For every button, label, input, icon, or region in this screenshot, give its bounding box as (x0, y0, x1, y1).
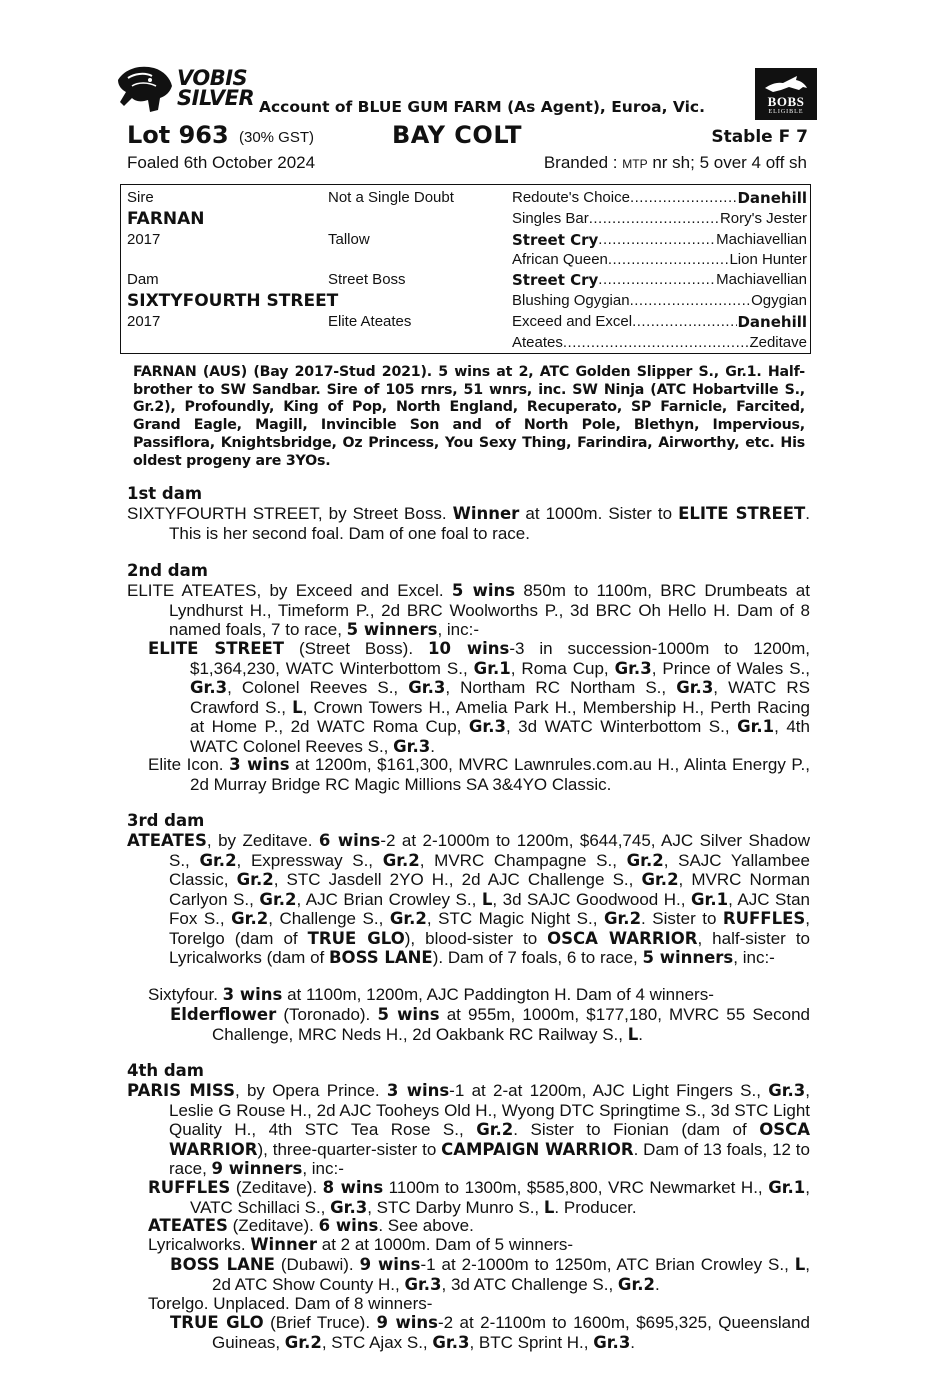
bold-run: 3 wins (386, 1081, 450, 1100)
text-run: at 2 at 1000m. Dam of 5 winners- (317, 1235, 574, 1254)
grandparent-sire: Machiavellian (716, 271, 807, 288)
text-run: 1100m to 1300m, $585,800, VRC Newmarket H., (383, 1178, 769, 1197)
text-run: -3 in succession-1000m to 1200m, $1,364,230, WATC Winterbottom S., (190, 639, 810, 678)
text-run: , Northam RC Northam S., (445, 678, 677, 697)
bold-run: Gr.3 (330, 1197, 368, 1217)
progeny-paragraph (170, 1255, 810, 1294)
progeny-paragraph (148, 1216, 810, 1236)
text-run: ELITE ATEATES, by Exceed and Excel. (127, 581, 452, 600)
dot-leader (630, 292, 752, 309)
text-run: , Leslie G Rouse H., 2d AJC Tooheys Old H., Wyong DTC Springtime S., 3d STC Light Quality H., 4th STC Tea Rose S., (169, 1081, 811, 1139)
bold-run: Gr.2 (626, 850, 664, 870)
bold-run: 5 winners (642, 948, 734, 967)
grandparent-sire: Danehill (737, 189, 807, 207)
grandparent-name: Redoute's Choice (512, 189, 630, 206)
grandparent-row (512, 271, 807, 289)
grandparent-sire: Zeditave (749, 334, 807, 351)
bold-run: Gr.2 (236, 870, 274, 889)
text-run: , inc:- (302, 1159, 344, 1178)
text-run: . Sister to (641, 909, 723, 928)
bold-run: TRUE GLO (170, 1313, 264, 1332)
text-run: SIXTYFOURTH STREET, by Street Boss. (127, 504, 453, 523)
text-run: -2 at 2-1100m to 1600m, $695,325, Queensland Guineas, (212, 1313, 810, 1352)
bold-run: CAMPAIGN WARRIOR (441, 1139, 634, 1159)
dot-leader (598, 231, 716, 249)
dot-leader (563, 334, 750, 351)
bold-run: ATEATES (127, 831, 207, 850)
bold-run: L (292, 697, 303, 717)
grandparent-name: Street Cry (512, 231, 599, 249)
grandparent-row (512, 292, 807, 309)
bold-run: Gr.3 (676, 678, 714, 697)
text-run: , inc:- (437, 620, 479, 639)
progeny-paragraph (148, 755, 810, 794)
grandparent-row (512, 231, 807, 249)
bold-run: 6 wins (318, 831, 381, 850)
text-run: at 1200m, $161,300, MVRC Lawnrules.com.au H., Alinta Energy P., 2d Murray Bridge RC Magic Millions SA 3&4YO Classic. (190, 755, 810, 794)
bold-run: Gr.2 (382, 850, 420, 870)
horse-icon (763, 74, 809, 94)
text-run: ), three-quarter-sister to (257, 1139, 442, 1159)
text-run: . (430, 736, 435, 756)
text-run: . (655, 1274, 660, 1294)
grandparent-row (512, 334, 807, 351)
dot-leader (608, 251, 730, 268)
sire-year: 2017 (127, 231, 161, 248)
logo-wordmark: VOBIS SILVER (177, 66, 255, 110)
dam-paragraph (127, 504, 810, 543)
bold-run: Gr.2 (199, 850, 237, 870)
text-run: 850m to 1100m, BRC Drumbeats at Lyndhurst H., Timeform P., 2d BRC Woolworths P., 3d BRC Oh Hello H. Dam of 8 named foals, 7 to race, (169, 581, 810, 639)
bold-run: 5 winners (346, 620, 438, 639)
vendor-account: Account of BLUE GUM FARM (As Agent), Euroa, Vic. (259, 98, 705, 116)
bold-run: Gr.3 (468, 717, 506, 736)
text-run: (Toronado). (276, 1005, 378, 1024)
text-run: at 1100m, 1200m, AJC Paddington H. Dam of 4 winners- (282, 985, 714, 1004)
text-run: (Zeditave). (230, 1178, 323, 1197)
text-run: , Torelgo (dam of (169, 909, 810, 948)
bold-run: Gr.1 (737, 717, 775, 736)
bold-run: OSCA WARRIOR (547, 928, 698, 948)
bold-run: 9 winners (211, 1159, 303, 1178)
bold-run: L (481, 889, 493, 909)
text-run: , WATC RS Crawford S., (190, 678, 810, 717)
bold-run: BOSS LANE (328, 948, 433, 967)
text-run: Torelgo. Unplaced. Dam of 8 winners- (148, 1294, 433, 1313)
bold-run: Gr.3 (190, 678, 228, 697)
text-run: (Street Boss). (284, 639, 428, 658)
dam-label: Dam (127, 271, 159, 288)
section-1st-dam: 1st dam (127, 484, 203, 503)
bold-run: Gr.1 (691, 889, 729, 909)
bold-run: 10 wins (427, 639, 510, 658)
dot-leader (632, 313, 737, 331)
text-run: , 2d ATC Show County H., (212, 1255, 811, 1294)
text-run: Elite Icon. (148, 755, 230, 774)
dot-leader (630, 189, 738, 207)
bold-run: Gr.2 (617, 1274, 655, 1294)
progeny-paragraph (148, 1178, 810, 1217)
grandparent-name: Blushing Ogygian (512, 292, 630, 309)
dot-leader (589, 210, 720, 227)
grandparent-name: Singles Bar (512, 210, 589, 227)
text-run: -1 at 2-at 1200m, AJC Light Fingers S., (449, 1081, 769, 1100)
progeny-paragraph (148, 1235, 810, 1255)
bold-run: Gr.3 (614, 658, 652, 678)
bold-run: Gr.3 (593, 1332, 631, 1352)
bold-run: 6 wins (318, 1216, 379, 1235)
text-run: -2 at 2-1000m to 1200m, $644,745, AJC Silver Shadow S., (169, 831, 810, 870)
dam-paragraph (127, 581, 810, 640)
text-run: (Dubawi). (274, 1255, 360, 1274)
text-run: , inc:- (733, 948, 775, 967)
text-run: . See above. (378, 1216, 474, 1235)
bold-run: 9 wins (359, 1255, 421, 1274)
foaling-date: Foaled 6th October 2024 (127, 153, 316, 172)
dam-paragraph (127, 831, 810, 968)
bold-run: Gr.2 (389, 909, 427, 928)
bold-run: Gr.3 (768, 1081, 806, 1100)
text-run: , AJC Brian Crowley S., (296, 889, 482, 909)
bobs-eligible-badge: BOBS ELIGIBLE (755, 68, 817, 120)
section-2nd-dam: 2nd dam (127, 561, 208, 580)
grandparent-name: Street Cry (512, 271, 599, 289)
text-run: ). Dam of 7 foals, 6 to race, (432, 948, 643, 967)
section-4th-dam: 4th dam (127, 1061, 204, 1080)
sire-sire: Not a Single Doubt (328, 189, 454, 206)
bold-run: Gr.3 (432, 1332, 470, 1352)
grandparent-name: African Queen (512, 251, 608, 268)
text-run: , 3d SAJC Goodwood H., (492, 889, 692, 909)
text-run: , BTC Sprint H., (469, 1332, 594, 1352)
text-run: , Roma Cup, (510, 658, 615, 678)
text-run: . Dam of 13 foals, 12 to race, (169, 1139, 810, 1178)
bold-run: Gr.2 (259, 889, 297, 909)
bold-run: Gr.3 (408, 678, 446, 697)
text-run: , Crown Towers H., Amelia Park H., Membership H., Perth Racing at Home P., 2d WATC Roma Cup, (190, 697, 810, 736)
text-run: -1 at 2-1000m to 1250m, ATC Brian Crowley S., (420, 1255, 795, 1274)
gst-note: (30% GST) (239, 129, 315, 146)
bold-run: RUFFLES (722, 909, 806, 928)
pedigree-table (120, 184, 811, 354)
bold-run: 8 wins (322, 1178, 384, 1197)
progeny-paragraph (170, 1313, 810, 1352)
text-run: . (630, 1332, 636, 1352)
bold-run: L (627, 1024, 639, 1044)
grandparent-row (512, 313, 807, 331)
dam-name: SIXTYFOURTH STREET (127, 291, 339, 311)
text-run: . This is her second foal. Dam of one foal to race. (169, 504, 810, 543)
bold-run: OSCA WARRIOR (169, 1120, 810, 1159)
sire-dam: Tallow (328, 231, 370, 248)
bold-run: 5 wins (377, 1005, 440, 1024)
text-run: , STC Magic Night S., (426, 909, 604, 928)
text-run: , Challenge S., (268, 909, 390, 928)
text-run: Lyricalworks. (148, 1235, 251, 1254)
text-run: . Sister to Fionian (dam of (513, 1120, 760, 1139)
bold-run: BOSS LANE (170, 1255, 275, 1274)
progeny-paragraph (148, 639, 810, 756)
text-run: , AJC Stan Fox S., (169, 889, 811, 928)
bold-run: ATEATES (148, 1216, 228, 1235)
bold-run: RUFFLES (148, 1178, 231, 1197)
text-run: , 3d WATC Winterbottom S., (505, 717, 738, 736)
section-3rd-dam: 3rd dam (127, 811, 205, 830)
bold-run: Gr.3 (393, 736, 431, 756)
text-run: , STC Darby Munro S., (367, 1197, 544, 1217)
bold-run: Winner (452, 504, 520, 523)
bold-run: Winner (250, 1235, 318, 1254)
bold-run: 3 wins (229, 755, 290, 774)
text-run: , STC Ajax S., (321, 1332, 433, 1352)
dam-sire: Street Boss (328, 271, 406, 288)
text-run: . (638, 1024, 643, 1044)
text-run: , VATC Schillaci S., (190, 1178, 810, 1217)
text-run: , Expressway S., (236, 850, 383, 870)
text-run: Sixtyfour. (148, 985, 223, 1004)
text-run: , by Zeditave. (206, 831, 319, 850)
bold-run: Elderflower (170, 1005, 277, 1024)
text-run: , 4th WATC Colonel Reeves S., (190, 717, 810, 756)
grandparent-sire: Lion Hunter (729, 251, 807, 268)
dot-leader (598, 271, 716, 289)
bold-run: L (794, 1255, 806, 1274)
brand-marks: Branded : MTP nr sh; 5 over 4 off sh (543, 153, 807, 172)
bold-run: TRUE GLO (307, 928, 405, 948)
grandparent-sire: Machiavellian (716, 231, 807, 248)
progeny-paragraph (148, 985, 810, 1005)
text-run: ), blood-sister to (404, 928, 548, 948)
bold-run: Gr.3 (404, 1274, 442, 1294)
grandparent-sire: Danehill (737, 313, 807, 331)
text-run: , SAJC Yallambee Classic, (169, 850, 810, 889)
grandparent-row (512, 210, 807, 227)
bold-run: PARIS MISS (127, 1081, 235, 1100)
bold-run: Gr.1 (768, 1178, 806, 1197)
lot-number: Lot 963 (127, 121, 229, 149)
dam-paragraph (127, 1081, 810, 1179)
sire-label: Sire (127, 189, 154, 206)
text-run: (Zeditave). (227, 1216, 319, 1235)
bold-run: Gr.2 (476, 1120, 514, 1139)
progeny-paragraph (170, 1005, 810, 1044)
grandparent-name: Ateates (512, 334, 563, 351)
bold-run: ELITE STREET (148, 639, 285, 658)
bold-run: Gr.2 (603, 909, 642, 928)
bold-run: Gr.1 (473, 658, 511, 678)
bold-run: 5 wins (451, 581, 516, 600)
text-run: at 1000m. Sister to (519, 504, 679, 523)
grandparent-row (512, 251, 807, 268)
stable-location: Stable F 7 (711, 127, 808, 147)
dam-year: 2017 (127, 313, 161, 330)
text-run: , 3d ATC Challenge S., (441, 1274, 618, 1294)
text-run: , Prince of Wales S., (651, 658, 810, 678)
bold-run: 9 wins (376, 1313, 438, 1332)
grandparent-sire: Rory's Jester (719, 210, 807, 227)
bold-run: Gr.2 (284, 1332, 322, 1352)
bold-run: L (543, 1197, 555, 1217)
text-run: , MVRC Champagne S., (419, 850, 627, 870)
bold-run: Gr.2 (641, 870, 679, 889)
text-run: , STC Jasdell 2YO H., 2d AJC Challenge S., (273, 870, 642, 889)
horse-description: BAY COLT (392, 121, 523, 149)
sire-name: FARNAN (127, 209, 205, 229)
progeny-paragraph (148, 1294, 810, 1314)
text-run: , Colonel Reeves S., (227, 678, 409, 697)
sire-summary: FARNAN (AUS) (Bay 2017-Stud 2021). 5 wins at 2, ATC Golden Slipper S., Gr.1. Half-brother to SW Sandbar. Sire of 105 rnrs, 51 wnrs, inc. SW Ninja (ATC Hobartville S., Gr.2), Profoundly, King of Pop, North England, Recuperato, SP Farnicle, Farcited, Grand Eagle, Magill, Invincible Son and of North Pole, Blethyn, Impervious, Passiflora, Knightsbridge, Oz Princess, You Sexy Thing, Farindira, Airworthy, etc. His oldest progeny are 3YOs. (133, 364, 805, 469)
grandparent-sire: Ogygian (751, 292, 807, 309)
text-run: . Producer. (554, 1197, 637, 1217)
bold-run: 3 wins (222, 985, 283, 1004)
bold-run: Gr.2 (231, 909, 269, 928)
grandparent-row (512, 189, 807, 207)
text-run: , by Opera Prince. (234, 1081, 387, 1100)
text-run: at 955m, 1000m, $177,180, MVRC 55 Second Challenge, MRC Neds H., 2d Oakbank RC Railway S., (212, 1005, 810, 1044)
bold-run: ELITE STREET (678, 504, 806, 523)
text-run: (Brief Truce). (263, 1313, 377, 1332)
text-run: , MVRC Norman Carlyon S., (169, 870, 810, 909)
grandparent-name: Exceed and Excel (512, 313, 633, 330)
text-run: , half-sister to Lyricalworks (dam of (169, 928, 811, 967)
dam-dam: Elite Ateates (328, 313, 412, 330)
